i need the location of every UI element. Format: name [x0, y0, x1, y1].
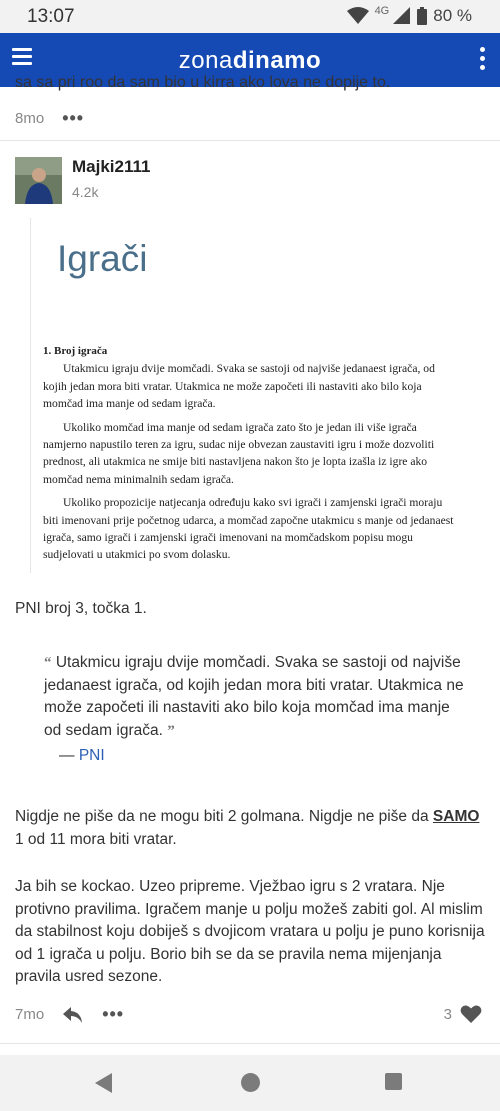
battery-icon — [417, 7, 427, 25]
back-icon[interactable] — [95, 1073, 113, 1093]
reference-line: PNI broj 3, točka 1. — [15, 600, 147, 617]
paragraph-1-emphasis: SAMO — [432, 808, 480, 825]
quote-open-mark: “ — [44, 655, 52, 671]
brand-part-2: dinamo — [232, 47, 322, 74]
post-paragraph-1 — [15, 806, 485, 851]
username[interactable]: Majki2111 — [72, 157, 151, 176]
quote-body: Utakmicu igraju dvije momčadi. Svaka se sastoji od najviše jedanaest igrača, od kojih jedan mora biti vratar. Utakmica ne može započeti ili nastaviti ako bilo koja momčad ima manje od sedam igrača. — [44, 654, 464, 739]
quote-dash: — — [59, 747, 75, 764]
wifi-icon — [347, 7, 369, 25]
rulebook-heading: 1. Broj igrača — [43, 345, 108, 357]
rulebook-title: Igrači — [57, 238, 148, 279]
network-type: 4G — [374, 5, 390, 17]
brand-part-1: zona — [178, 47, 233, 74]
paragraph-1-part-1: Nigdje ne piše da ne mogu biti 2 golmana. Nigdje ne piše da — [15, 808, 429, 825]
status-time: 13:07 — [27, 6, 75, 27]
dots-icon[interactable]: ••• — [62, 108, 85, 128]
recent-apps-icon[interactable] — [385, 1073, 402, 1090]
status-bar — [0, 0, 500, 33]
previous-post-meta — [15, 108, 84, 129]
avatar[interactable] — [15, 157, 62, 204]
reply-icon[interactable] — [62, 1005, 84, 1025]
previous-post-text — [15, 70, 390, 80]
battery-level: 80 % — [433, 6, 472, 25]
rulebook-paragraph: Ukoliko momčad ima manje od sedam igrača zato što je jedan ili više igrača namjerno napustilo teren za igru, sudac nije obvezan zaustaviti igru i može dozvoliti prednost, ali utakmica ne smije biti nastavljena nakon što je lopta izašla iz igre ako momčad nema minimalnih sedam igrača. — [43, 420, 435, 486]
divider — [0, 1043, 500, 1044]
heart-icon[interactable] — [460, 1004, 482, 1024]
post-paragraph-2: Ja bih se kockao. Uzeo pripreme. Vježbao igru s 2 vratara. Nje protivno pravilima. Igračem manje u polju možeš zabiti gol. Al mislim da stabilnost koju dobiješ s dvojicom vratara u polju je puno korisnija od 1 igrača u polju. Borio bih se da se pravila nema mijenjanja pravila usred sezone. — [15, 878, 485, 985]
quote-block — [44, 652, 464, 765]
like-count: 3 — [443, 1005, 452, 1023]
quote-attribution — [44, 747, 464, 765]
reputation: 4.2k — [72, 184, 99, 200]
quote-source[interactable]: PNI — [78, 747, 105, 764]
rulebook-image[interactable] — [30, 218, 470, 573]
like-area[interactable] — [444, 1004, 482, 1024]
post-age[interactable]: 7mo — [15, 1006, 45, 1023]
more-options-icon[interactable] — [480, 47, 486, 71]
navigation-bar — [0, 1055, 500, 1111]
paragraph-1-part-2: 1 od 11 mora biti vratar. — [15, 830, 177, 848]
divider — [0, 140, 500, 141]
post-meta — [15, 1004, 124, 1025]
rulebook-body — [43, 343, 458, 570]
quote-close-mark: ” — [167, 722, 175, 739]
quote-text — [44, 652, 464, 742]
dots-icon[interactable]: ••• — [102, 1004, 125, 1024]
signal-icon — [393, 7, 411, 25]
status-icons — [347, 5, 472, 27]
previous-post-age[interactable]: 8mo — [15, 110, 45, 127]
rulebook-paragraph: Ukoliko propozicije natjecanja određuju kako svi igrači i zamjenski igrači moraju biti imenovani prije početnog udarca, a momčad započne utakmicu s manje od jedanaest igrača, samo igrači i zamjenski igrači imenovani na momčadskom popisu mogu sudjelovati u utakmici po svom dolasku. — [43, 496, 454, 562]
home-icon[interactable] — [241, 1073, 260, 1092]
rulebook-paragraph: Utakmicu igraju dvije momčadi. Svaka se sastoji od najviše jedanaest igrača, od kojih jedan mora biti vratar. Utakmica ne može započeti ili nastaviti ako bilo koja momčad ima manje od sedam igrača. — [43, 362, 435, 411]
